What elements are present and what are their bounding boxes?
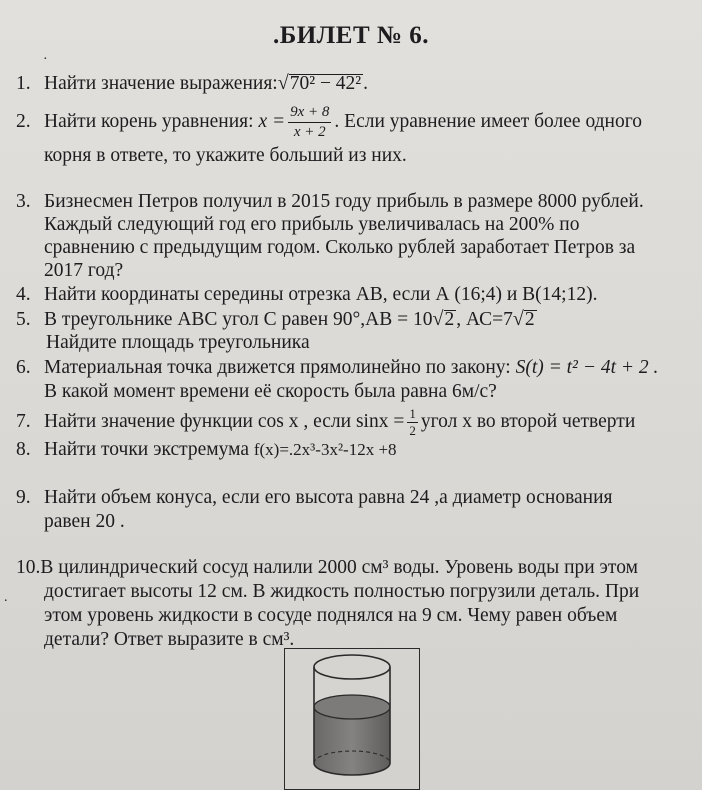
task-number: 5. bbox=[16, 309, 31, 330]
task-3 bbox=[16, 190, 644, 213]
water-surface bbox=[314, 695, 390, 719]
task-text-cont: угол x во второй четверти bbox=[420, 411, 636, 432]
task-number: 3. bbox=[16, 191, 31, 212]
task-4 bbox=[16, 283, 597, 306]
task-6-line-2: В какой момент времени её скорость была равна 6м/с? bbox=[44, 381, 497, 402]
radicand: 2 bbox=[524, 309, 535, 330]
task-number: 2. bbox=[16, 111, 31, 132]
task-text: В цилиндрический сосуд налили 2000 см³ воды. Уровень воды при этом bbox=[40, 557, 638, 578]
task-end: . bbox=[363, 73, 369, 94]
task-2-line-2: корня в ответе, то укажите больший из них. bbox=[44, 145, 407, 166]
task-number: 8. bbox=[16, 439, 31, 460]
task-10-line-4: детали? Ответ выразите в см³. bbox=[44, 629, 295, 650]
cylinder-figure bbox=[284, 648, 420, 790]
equation-lhs: x = bbox=[258, 111, 286, 132]
task-1 bbox=[16, 72, 368, 95]
task-number: 10. bbox=[16, 557, 41, 578]
fraction-denominator: x + 2 bbox=[293, 124, 326, 141]
task-number: 1. bbox=[16, 73, 31, 94]
margin-dot: · bbox=[43, 52, 48, 67]
task-number: 6. bbox=[16, 357, 31, 378]
motion-law: S(t) = t² − 4t + 2 . bbox=[515, 357, 659, 378]
equation-fraction bbox=[288, 104, 331, 141]
task-text: Найти объем конуса, если его высота равна 24 ,а диаметр основания bbox=[44, 487, 613, 508]
cylinder-top bbox=[314, 655, 390, 679]
task-text-mid: , АС=7 bbox=[456, 309, 513, 330]
cylinder-drawing bbox=[285, 649, 419, 789]
function-formula: f(x)=.2x³-3x²-12x +8 bbox=[253, 440, 397, 459]
task-text-cont: . Если уравнение имеет более одного bbox=[334, 111, 643, 132]
task-2 bbox=[16, 103, 642, 141]
sine-fraction bbox=[407, 407, 418, 438]
task-text: Найти корень уравнения: bbox=[44, 111, 254, 132]
task-10-line-3: этом уровень жидкости в сосуде поднялся на 9 см. Чему равен объем bbox=[44, 605, 618, 626]
margin-mark: . bbox=[4, 590, 8, 605]
task-text: Найти точки экстремума bbox=[44, 439, 249, 460]
fraction-numerator: 9x + 8 bbox=[288, 104, 331, 123]
task-text: Бизнесмен Петров получил в 2015 году прибыль в размере 8000 рублей. bbox=[44, 191, 644, 212]
fraction-numerator: 1 bbox=[409, 406, 416, 422]
task-text: Найти координаты середины отрезка АВ, если А (16;4) и В(14;12). bbox=[44, 284, 598, 305]
task-3-line-2: Каждый следующий год его прибыль увеличивалась на 200% по bbox=[44, 214, 580, 235]
radical-sign: √ bbox=[512, 308, 524, 330]
radicand: 70² − 42² bbox=[289, 73, 362, 94]
task-5-line-2: Найдите площадь треугольника bbox=[46, 332, 310, 353]
fraction-denominator: 2 bbox=[409, 423, 416, 439]
task-text: Материальная точка движется прямолинейно по закону: bbox=[44, 357, 511, 378]
task-number: 9. bbox=[16, 487, 31, 508]
task-7 bbox=[16, 404, 635, 440]
task-number: 4. bbox=[16, 284, 31, 305]
task-number: 7. bbox=[16, 411, 31, 432]
radical-sign: √ bbox=[432, 308, 444, 330]
task-3-line-4: 2017 год? bbox=[44, 260, 124, 281]
task-text: В треугольнике АВС угол С равен 90°,АВ = 10 bbox=[44, 309, 433, 330]
task-10-line-2: достигает высоты 12 см. В жидкость полностью погрузили деталь. При bbox=[44, 581, 640, 602]
task-text: Найти значение выражения: bbox=[44, 73, 278, 94]
task-9-line-2: равен 20 . bbox=[44, 511, 125, 532]
task-8 bbox=[16, 438, 397, 461]
radicand: 2 bbox=[444, 309, 455, 330]
task-5 bbox=[16, 308, 537, 331]
task-10 bbox=[16, 556, 638, 579]
task-3-line-3: сравнению с предыдущим годом. Сколько рублей заработает Петров за bbox=[44, 237, 636, 258]
ticket-title: .БИЛЕТ № 6. bbox=[272, 22, 430, 49]
radical-sign: √ bbox=[277, 72, 289, 94]
task-text: Найти значение функции cos x , если sinx = bbox=[44, 411, 405, 432]
task-9 bbox=[16, 486, 613, 509]
task-6 bbox=[16, 356, 658, 379]
